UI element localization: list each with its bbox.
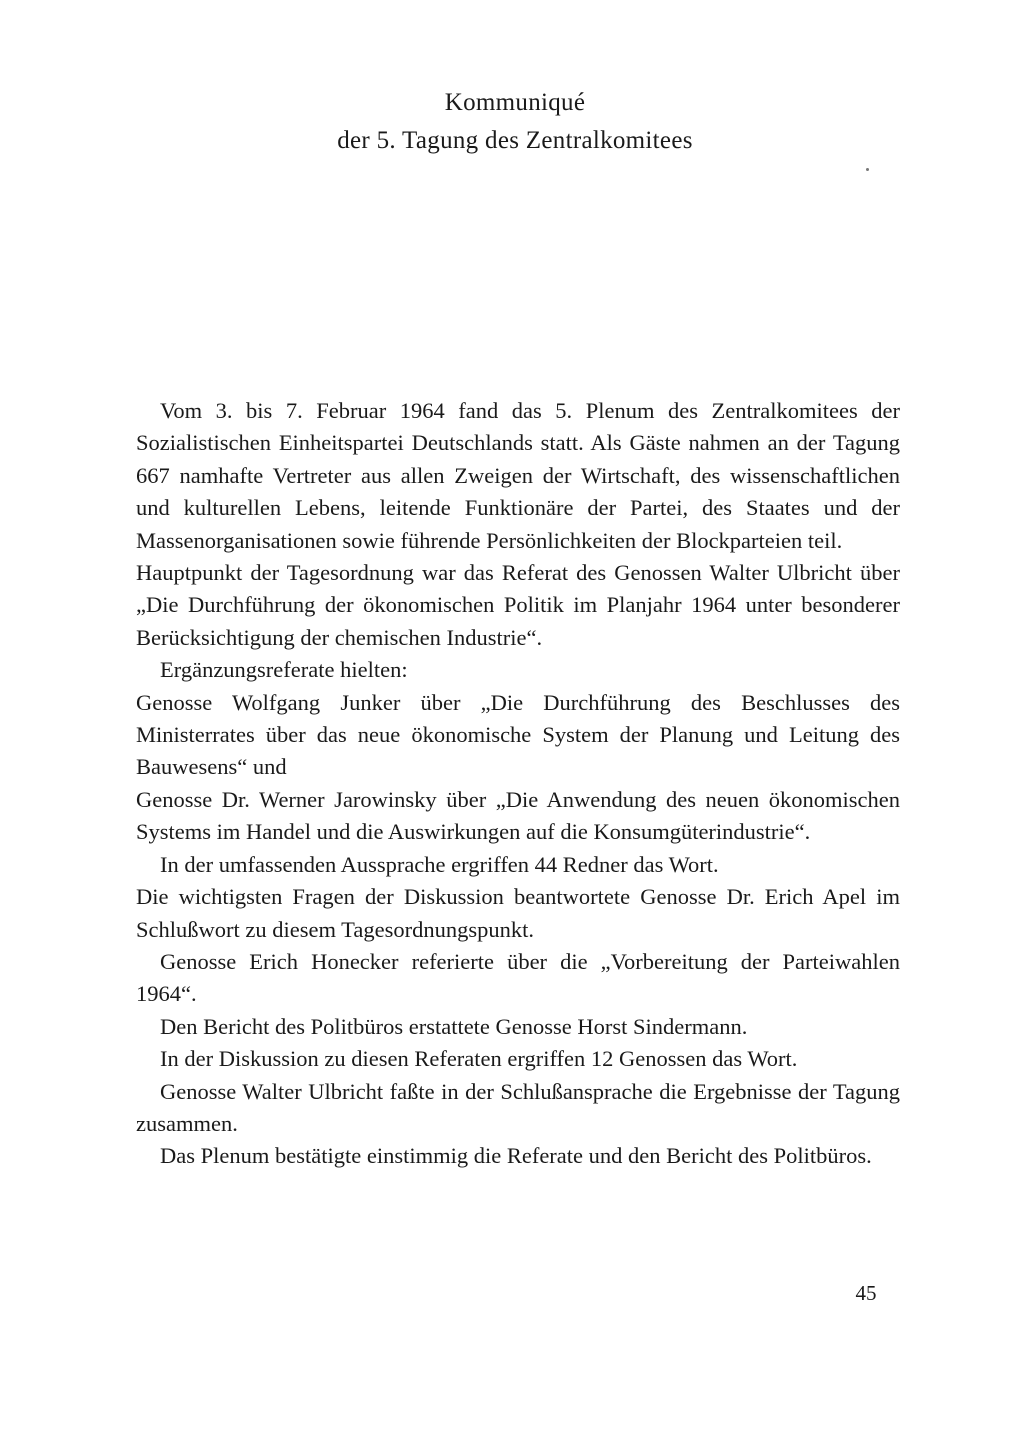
paragraph: Genosse Dr. Werner Jarowinsky über „Die Anwendung des neuen ökonomischen Systems im Handel und die Auswirkungen auf die Konsumgüterindustrie“. xyxy=(136,786,900,845)
paragraph: Genosse Erich Honecker referierte über die „Vorbereitung der Parteiwahlen 1964“. xyxy=(136,948,900,1007)
paragraph: In der umfassenden Aussprache ergriffen 44 Redner das Wort. xyxy=(160,851,719,877)
paragraph: In der Diskussion zu diesen Referaten ergriffen 12 Genossen das Wort. xyxy=(160,1046,798,1072)
title-line-2: der 5. Tagung des Zentralkomitees xyxy=(337,127,693,154)
page-number: 45 xyxy=(855,1281,877,1305)
title-line-1: Kommuniqué xyxy=(444,89,586,116)
paragraph: Vom 3. bis 7. Februar 1964 fand das 5. Plenum des Zentralkomitees der Sozialistischen Einheitspartei Deutschlands statt. Als Gäste nahmen an der Tagung 667 namhafte Vertreter aus allen Zweigen der Wirtschaft, des wissenschaftlichen und kulturellen Lebens, leitende Funktionäre der Partei, des Staates und der Massenorganisationen sowie führende Persönlichkeiten der Blockparteien teil. xyxy=(136,398,900,553)
paragraph: Ergänzungsreferate hielten: xyxy=(160,657,408,683)
paragraph: Genosse Walter Ulbricht faßte in der Schlußansprache die Ergebnisse der Tagung zusammen. xyxy=(136,1078,900,1136)
paragraph: Das Plenum bestätigte einstimmig die Referate und den Bericht des Politbüros. xyxy=(160,1143,872,1169)
paragraph: Den Bericht des Politbüros erstattete Genosse Horst Sindermann. xyxy=(160,1013,748,1039)
paragraph: Hauptpunkt der Tagesordnung war das Referat des Genossen Walter Ulbricht über „Die Durchführung der ökonomischen Politik im Planjahr 1964 unter besonderer Berücksichtigung der chemischen Industrie“. xyxy=(136,560,900,650)
scan-speck xyxy=(866,168,869,171)
body-text xyxy=(136,395,900,1173)
document-title xyxy=(0,84,1024,160)
paragraph: Genosse Wolfgang Junker über „Die Durchführung des Beschlusses des Ministerrates über das neue ökonomische System der Planung und Leitung des Bauwesens“ und xyxy=(136,689,900,780)
paragraph: Die wichtigsten Fragen der Diskussion beantwortete Genosse Dr. Erich Apel im Schlußwort zu diesem Tagesordnungspunkt. xyxy=(136,884,900,942)
